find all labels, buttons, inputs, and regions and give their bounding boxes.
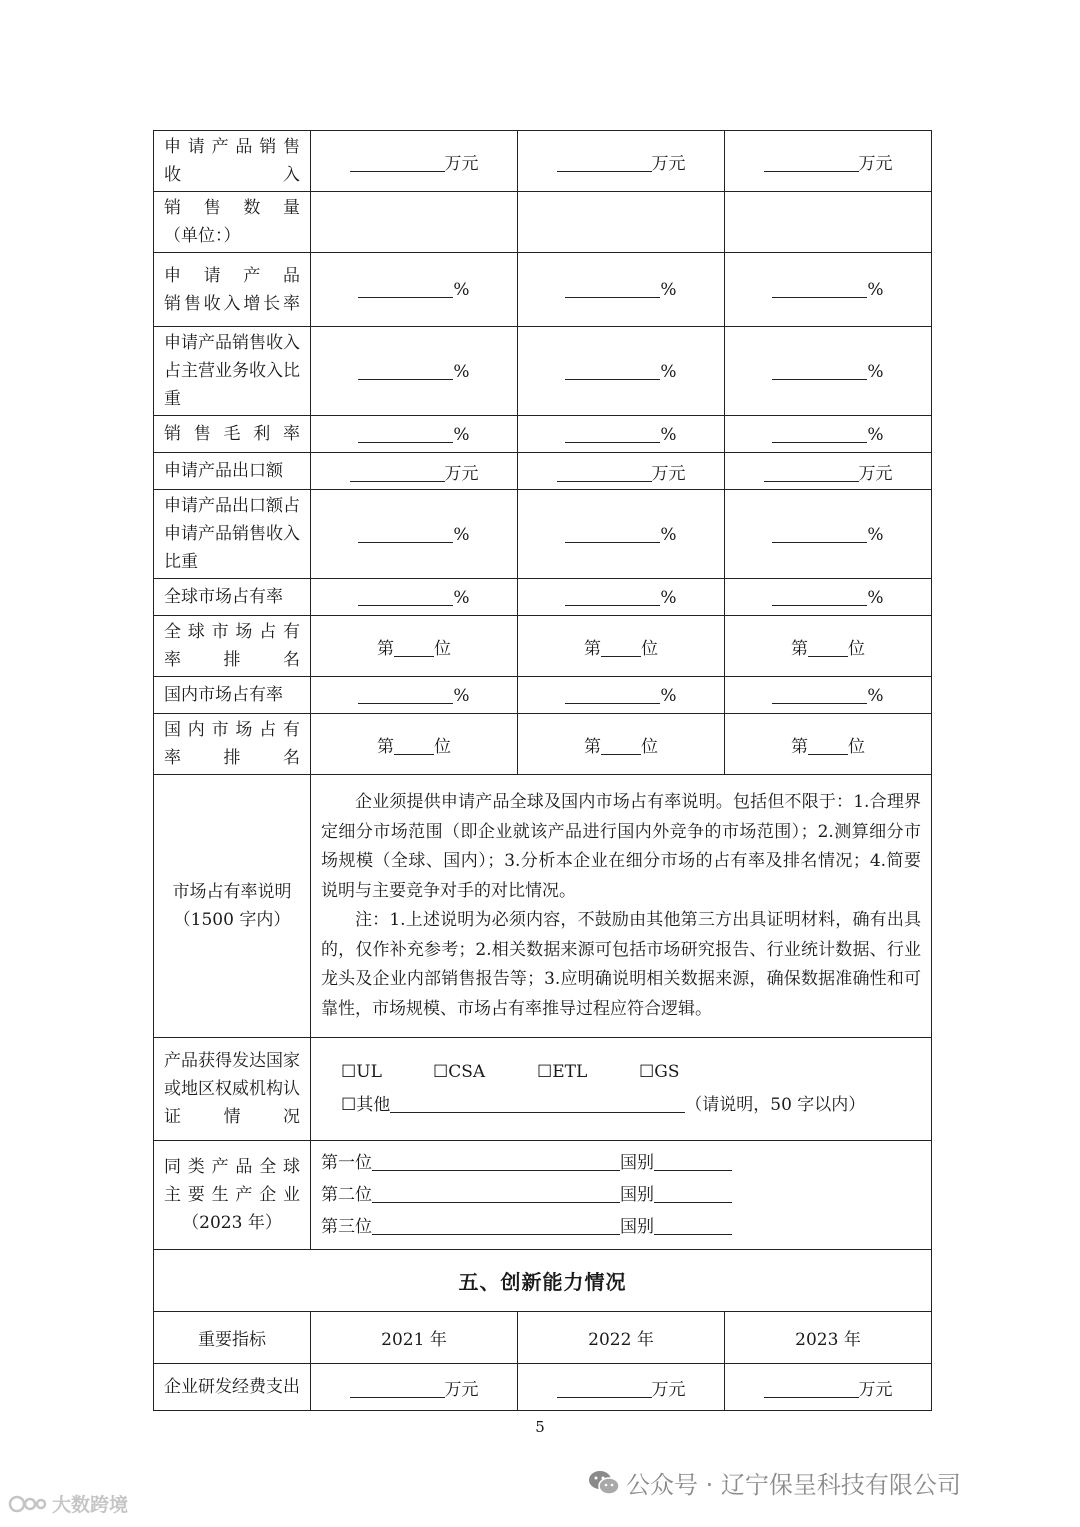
row-label: 申请产品销售收入占主营业务收入比重 [154, 327, 311, 416]
unit-label: % [453, 280, 470, 300]
row-section-header [154, 1312, 932, 1364]
input-blank[interactable] [358, 685, 453, 704]
input-blank[interactable] [808, 638, 848, 657]
unit-label: % [660, 587, 677, 608]
unit-label: % [660, 280, 677, 300]
other-input-blank[interactable] [390, 1094, 685, 1113]
watermark-brand: 大数跨境 [8, 1490, 128, 1517]
input-blank[interactable] [358, 424, 453, 443]
unit-label: 万元 [858, 463, 893, 484]
row-global-rank: 全 球 市 场 占 有 率 排 名 第 位 第 位 第 位 [154, 616, 932, 677]
unit-label: 万元 [651, 153, 686, 174]
unit-label: % [660, 424, 677, 445]
row-domestic-share [154, 677, 932, 714]
competitor-line: 第一位 国别 [321, 1147, 921, 1179]
input-blank[interactable] [557, 1379, 652, 1398]
row-competitors [154, 1141, 932, 1250]
input-blank[interactable] [358, 361, 453, 380]
input-blank[interactable] [565, 279, 660, 298]
unit-label: % [453, 685, 470, 706]
unit-label: % [867, 524, 884, 545]
input-blank[interactable] [372, 1216, 620, 1235]
input-blank[interactable] [358, 524, 453, 543]
input-cell[interactable] [311, 192, 518, 253]
input-blank[interactable] [601, 736, 641, 755]
row-label: 销 售 数 量 （单位：） [154, 192, 311, 253]
row-label: 申 请 产 品 销 售 收 入 [154, 131, 311, 192]
unit-label: 万元 [651, 1379, 686, 1400]
row-label: 同类产品全球 主要生产企业 （2023 年） [154, 1141, 311, 1250]
unit-label: % [867, 424, 884, 445]
input-blank[interactable] [358, 279, 453, 298]
input-blank[interactable] [764, 463, 859, 482]
row-share-main-business [154, 327, 932, 416]
checkbox-ul[interactable]: ☐UL [341, 1062, 382, 1082]
input-blank[interactable] [372, 1152, 620, 1171]
row-domestic-rank: 国 内 市 场 占 有 率 排 名 第 位 第 位 第 位 [154, 714, 932, 775]
certification-options: ☐UL ☐CSA ☐ETL ☐GS ☐其他 （请说明，50 字以内） [311, 1038, 932, 1141]
input-blank[interactable] [557, 463, 652, 482]
row-market-description [154, 775, 932, 1038]
wechat-icon [588, 1469, 620, 1497]
row-label: 市场占有率说明 （1500 字内） [154, 775, 311, 1038]
unit-label: % [660, 685, 677, 706]
input-blank[interactable] [350, 463, 445, 482]
row-label: 申请产品出口额占申请产品销售收入比重 [154, 490, 311, 579]
header-year: 2022 年 [518, 1312, 725, 1364]
input-blank[interactable] [565, 524, 660, 543]
section-title: 五、创新能力情况 [154, 1250, 932, 1312]
header-indicator: 重要指标 [154, 1312, 311, 1364]
input-blank[interactable] [565, 685, 660, 704]
row-export-share [154, 490, 932, 579]
unit-label: % [867, 587, 884, 608]
row-section-title [154, 1250, 932, 1312]
unit-label: % [660, 361, 677, 382]
row-growth-rate [154, 253, 932, 327]
row-gross-margin [154, 416, 932, 453]
unit-label: % [453, 524, 470, 545]
watermark-official-account: 公众号 · 辽宁保呈科技有限公司 [588, 1465, 961, 1500]
input-blank[interactable] [772, 587, 867, 606]
input-blank[interactable] [654, 1216, 732, 1235]
input-blank[interactable] [764, 153, 859, 172]
checkbox-etl[interactable]: ☐ETL [537, 1062, 588, 1082]
unit-label: % [660, 524, 677, 545]
unit-label: % [867, 280, 884, 300]
input-blank[interactable] [394, 638, 434, 657]
input-blank[interactable] [654, 1152, 732, 1171]
row-sales-quantity [154, 192, 932, 253]
input-blank[interactable] [394, 736, 434, 755]
row-global-share [154, 579, 932, 616]
checkbox-other[interactable]: ☐其他 [341, 1095, 391, 1115]
unit-label: % [867, 361, 884, 382]
input-blank[interactable] [358, 587, 453, 606]
unit-label: 万元 [444, 1379, 479, 1400]
input-blank[interactable] [654, 1184, 732, 1203]
competitor-line: 第二位 国别 [321, 1179, 921, 1211]
header-year: 2021 年 [311, 1312, 518, 1364]
unit-label: % [453, 587, 470, 608]
input-blank[interactable] [350, 153, 445, 172]
header-year: 2023 年 [725, 1312, 932, 1364]
row-label: 申 请 产 品 销售收入增长率 [154, 253, 311, 327]
row-label: 国内市场占有率 [154, 677, 311, 714]
checkbox-gs[interactable]: ☐GS [639, 1062, 680, 1082]
row-label: 申请产品出口额 [154, 453, 311, 490]
input-blank[interactable] [601, 638, 641, 657]
row-export [154, 453, 932, 490]
market-description-text[interactable]: 企业须提供申请产品全球及国内市场占有率说明。包括但不限于：1.合理界定细分市场范围（即企业就该产品进行国内外竞争的市场范围）；2.测算细分市场规模（全球、国内）；3.分析本企业在细分市场的占有率及排名情况；4.简要说明与主要竞争对手的对比情况。 注：1.上述说明为必须内容，不鼓励由其他第三方出具证明材料，确有出具的，仅作补充参考；2.相关数据来源可包括市场研究报告、行业统计数据、行业龙头及企业内部销售报告等；3.应明确说明相关数据来源，确保数据准确性和可靠性，市场规模、市场占有率推导过程应符合逻辑。 [311, 775, 932, 1038]
checkbox-csa[interactable]: ☐CSA [433, 1062, 486, 1082]
input-blank[interactable] [372, 1184, 620, 1203]
row-label: 企业研发经费支出 [154, 1364, 311, 1411]
input-blank[interactable] [565, 587, 660, 606]
unit-label: % [453, 424, 470, 445]
unit-label: 万元 [858, 153, 893, 174]
input-cell[interactable] [518, 192, 725, 253]
unit-label: 万元 [444, 153, 479, 174]
row-sales-revenue [154, 131, 932, 192]
row-label: 全球市场占有率 [154, 579, 311, 616]
input-blank[interactable] [772, 685, 867, 704]
row-label: 国 内 市 场 占 有 率 排 名 [154, 714, 311, 775]
brand-logo-icon [8, 1494, 48, 1514]
row-label: 产品获得发达国家或地区权威机构认证情况 [154, 1038, 311, 1141]
input-blank[interactable] [772, 361, 867, 380]
row-label: 销 售 毛 利 率 [154, 416, 311, 453]
unit-label: % [453, 361, 470, 382]
input-blank[interactable] [565, 361, 660, 380]
input-blank[interactable] [350, 1379, 445, 1398]
input-blank[interactable] [565, 424, 660, 443]
row-label: 全 球 市 场 占 有 率 排 名 [154, 616, 311, 677]
input-blank[interactable] [772, 524, 867, 543]
unit-label: 万元 [858, 1379, 893, 1400]
page-number: 5 [535, 1418, 545, 1436]
competitor-line: 第三位 国别 [321, 1211, 921, 1243]
unit-label: 万元 [651, 463, 686, 484]
row-certification [154, 1038, 932, 1141]
input-blank[interactable] [772, 424, 867, 443]
competitors-list [311, 1141, 932, 1250]
input-cell[interactable] [725, 192, 932, 253]
input-blank[interactable] [764, 1379, 859, 1398]
input-blank[interactable] [557, 153, 652, 172]
row-rd-expense [154, 1364, 932, 1411]
input-blank[interactable] [772, 279, 867, 298]
application-form-table [153, 130, 932, 1411]
unit-label: 万元 [444, 463, 479, 484]
unit-label: % [867, 685, 884, 706]
input-blank[interactable] [808, 736, 848, 755]
